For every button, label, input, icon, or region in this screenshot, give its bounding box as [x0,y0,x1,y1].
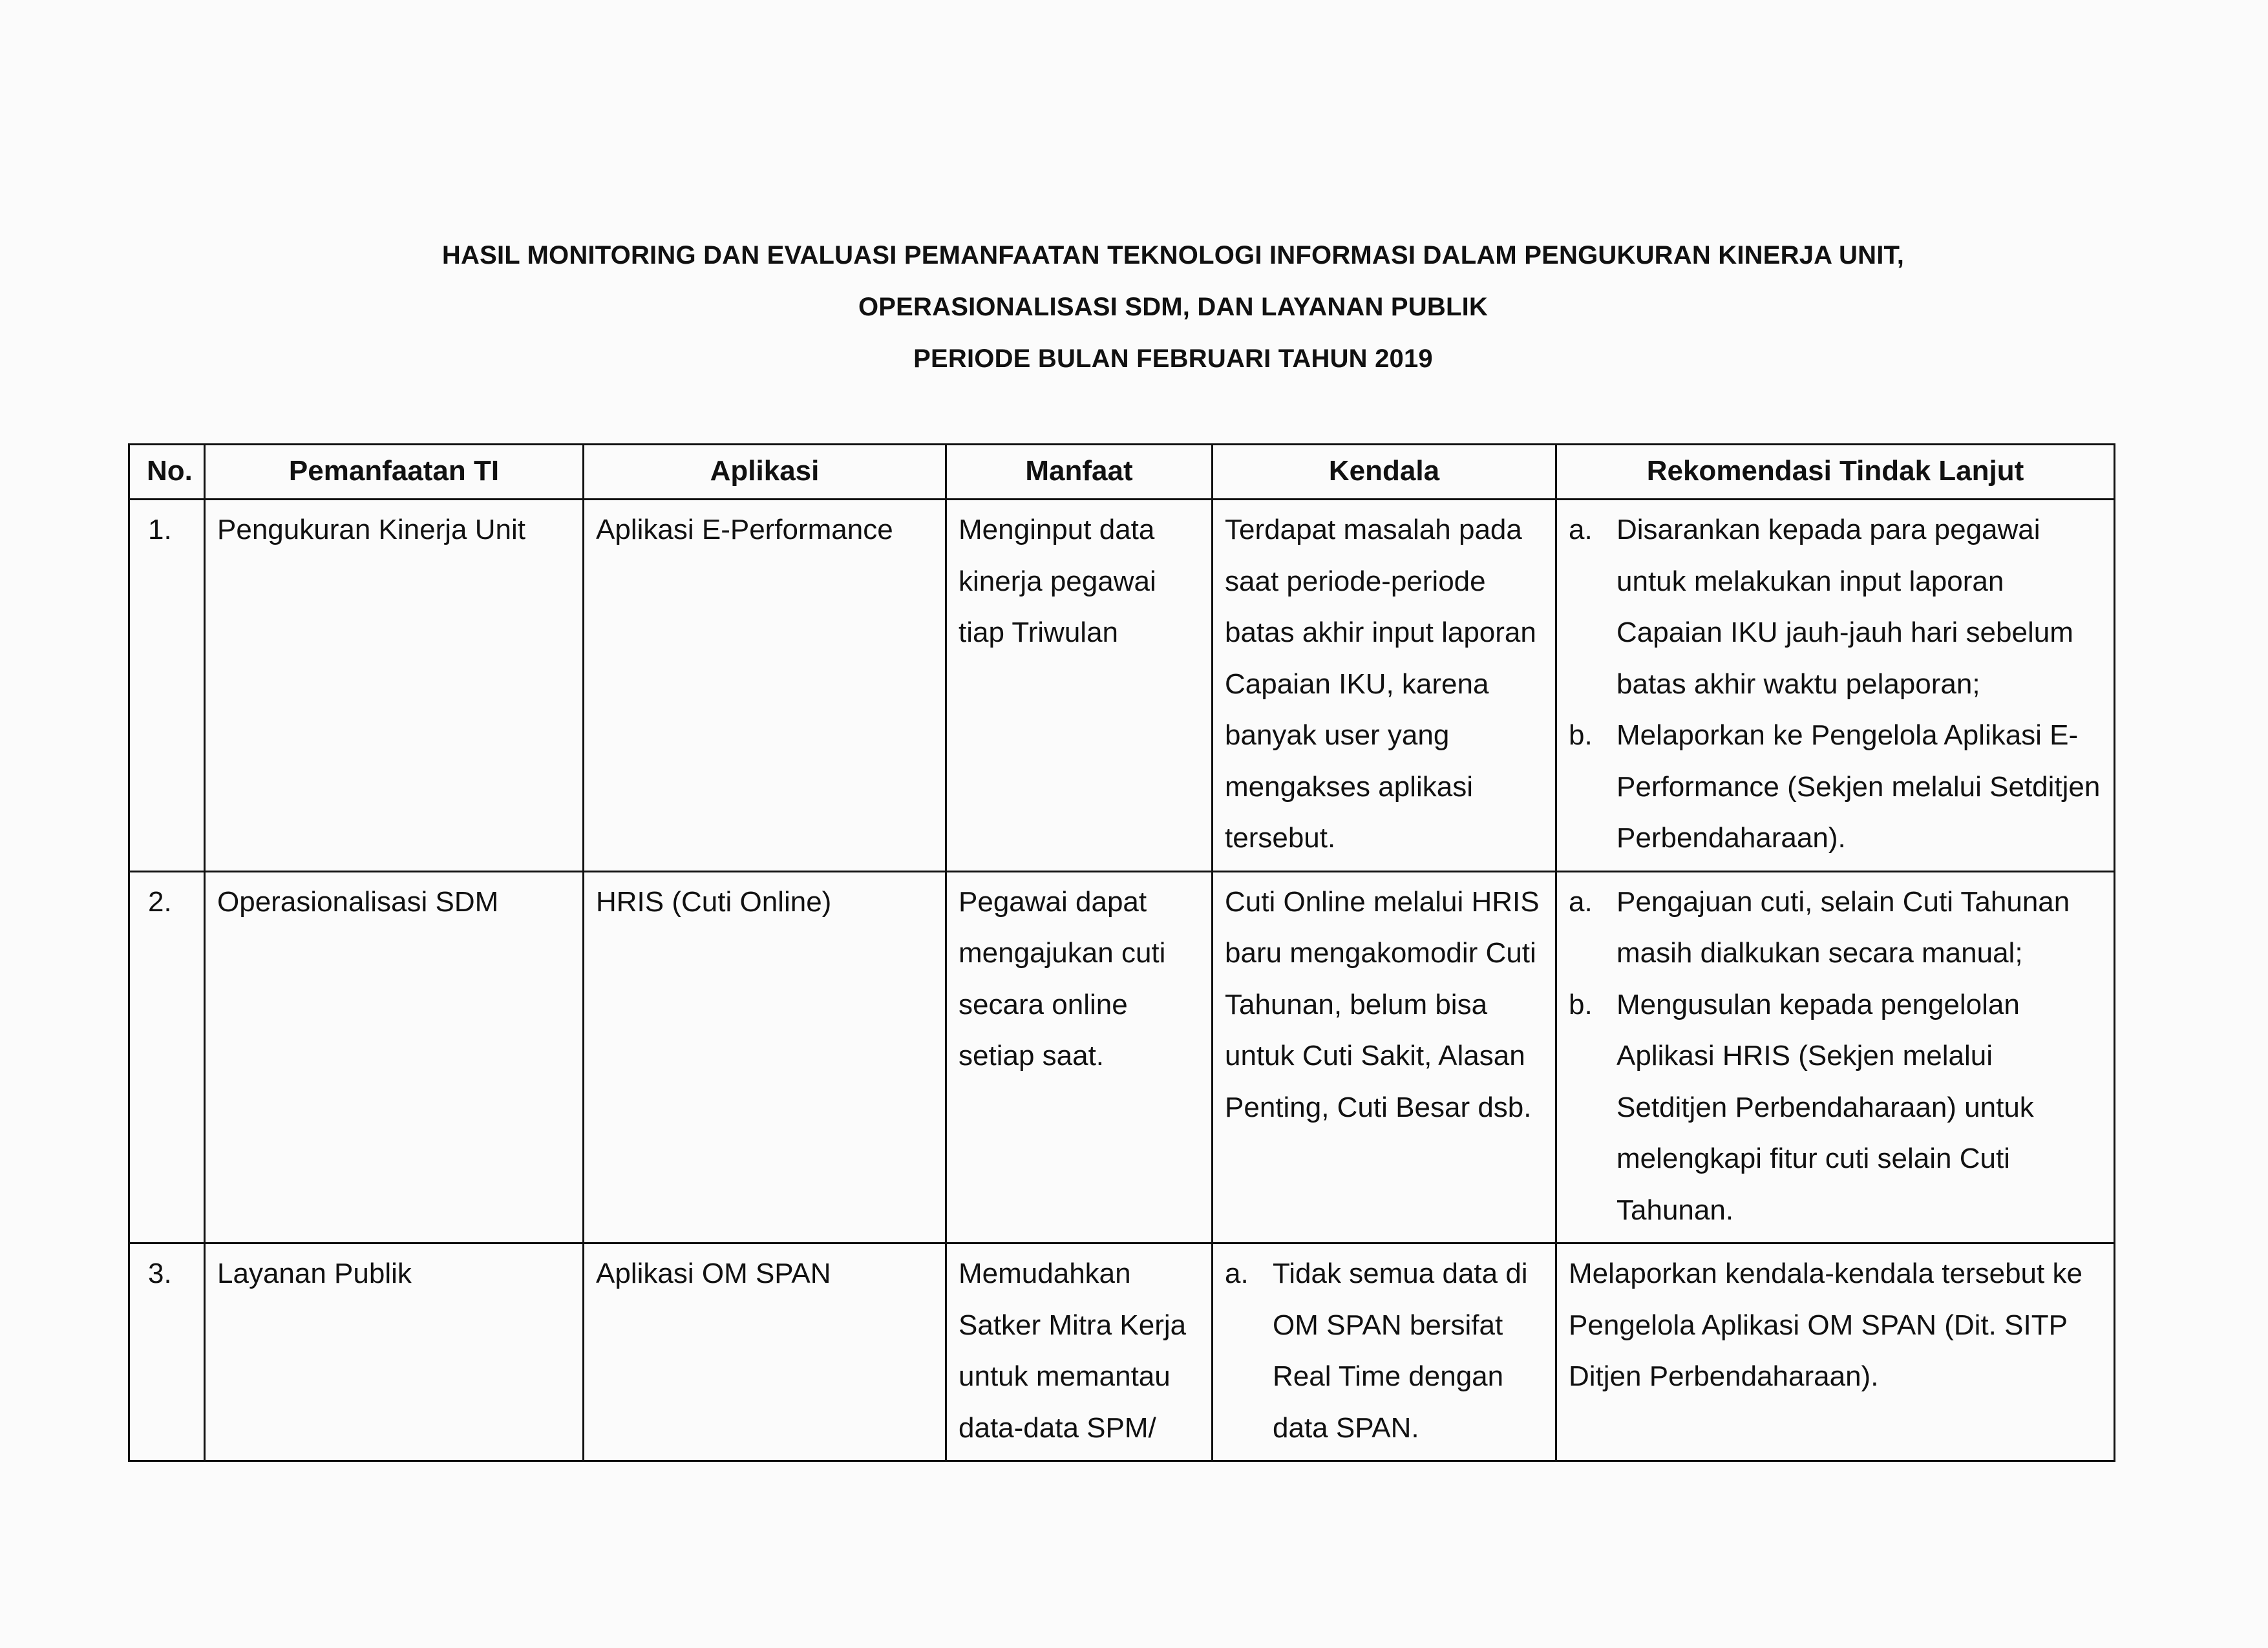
manfaat-text: Memudahkan Satker Mitra Kerja untuk memantau data-data SPM/ [959,1258,1187,1444]
cell-kendala: Cuti Online melalui HRIS baru mengakomodir Cuti Tahunan, belum bisa untuk Cuti Sakit, Alasan Penting, Cuti Besar dsb. [1213,871,1556,1243]
header-pemanfaatan: Pemanfaatan TI [205,445,584,500]
cell-no: 3. [129,1243,205,1461]
list-text: Pengajuan cuti, selain Cuti Tahunan masih dialkukan secara manual; [1616,885,2070,969]
cell-no: 2. [129,871,205,1243]
list-item [1569,979,2107,1236]
list-marker: b. [1569,988,1593,1020]
table-row [129,871,2115,1243]
list-marker: b. [1569,719,1593,751]
list-text: Mengusulan kepada pengelolan Aplikasi HRIS (Sekjen melalui Setditjen Perbendaharaan) untuk melengkapi fitur cuti selain Cuti Tahunan. [1616,988,2034,1226]
header-no: No. [129,445,205,500]
cell-no: 1. [129,500,205,872]
list-marker: a. [1225,1258,1249,1289]
cell-manfaat [946,1243,1213,1461]
cell-kendala [1213,1243,1556,1461]
manfaat-text: Menginput data kinerja pegawai tiap Triwulan [959,514,1156,648]
cell-manfaat [946,871,1213,1243]
cell-rekomendasi [1556,500,2115,872]
header-manfaat: Manfaat [946,445,1213,500]
document-title [0,229,2268,385]
header-rekomendasi: Rekomendasi Tindak Lanjut [1556,445,2115,500]
cell-kendala: Terdapat masalah pada saat periode-periode batas akhir input laporan Capaian IKU, karena banyak user yang mengakses aplikasi tersebut. [1213,500,1556,872]
title-line-3: PERIODE BULAN FEBRUARI TAHUN 2019 [913,344,1433,373]
list-marker: a. [1569,514,1593,545]
header-kendala: Kendala [1213,445,1556,500]
list-item [1569,710,2107,864]
list-item [1569,504,2107,710]
cell-aplikasi: Aplikasi E-Performance [584,500,946,872]
cell-rekomendasi [1556,871,2115,1243]
title-line-2: OPERASIONALISASI SDM, DAN LAYANAN PUBLIK [858,293,1489,321]
list-text: Melaporkan ke Pengelola Aplikasi E-Performance (Sekjen melalui Setditjen Perbendaharaan). [1616,719,2101,854]
list-text: Disarankan kepada para pegawai untuk melakukan input laporan Capaian IKU jauh-jauh hari sebelum batas akhir waktu pelaporan; [1616,514,2073,700]
table-row [129,1243,2115,1461]
monitoring-table [128,443,2115,1462]
list-text: Tidak semua data di OM SPAN bersifat Real Time dengan data SPAN. [1273,1258,1528,1444]
cell-rekomendasi: Melaporkan kendala-kendala tersebut ke Pengelola Aplikasi OM SPAN (Dit. SITP Ditjen Perbendaharaan). [1556,1243,2115,1461]
cell-manfaat [946,500,1213,872]
title-line-1: HASIL MONITORING DAN EVALUASI PEMANFAATAN TEKNOLOGI INFORMASI DALAM PENGUKURAN KINERJA UNIT, [441,241,1905,269]
table-row [129,500,2115,872]
cell-pemanfaatan: Operasionalisasi SDM [205,871,584,1243]
header-aplikasi: Aplikasi [584,445,946,500]
cell-pemanfaatan: Pengukuran Kinerja Unit [205,500,584,872]
list-item [1225,1248,1549,1453]
table-header-row [129,445,2115,500]
cell-pemanfaatan: Layanan Publik [205,1243,584,1461]
list-marker: a. [1569,885,1593,918]
cell-aplikasi: Aplikasi OM SPAN [584,1243,946,1461]
list-item [1569,876,2107,979]
cell-aplikasi: HRIS (Cuti Online) [584,871,946,1243]
manfaat-text: Pegawai dapat mengajukan cuti secara online setiap saat. [959,885,1166,1072]
